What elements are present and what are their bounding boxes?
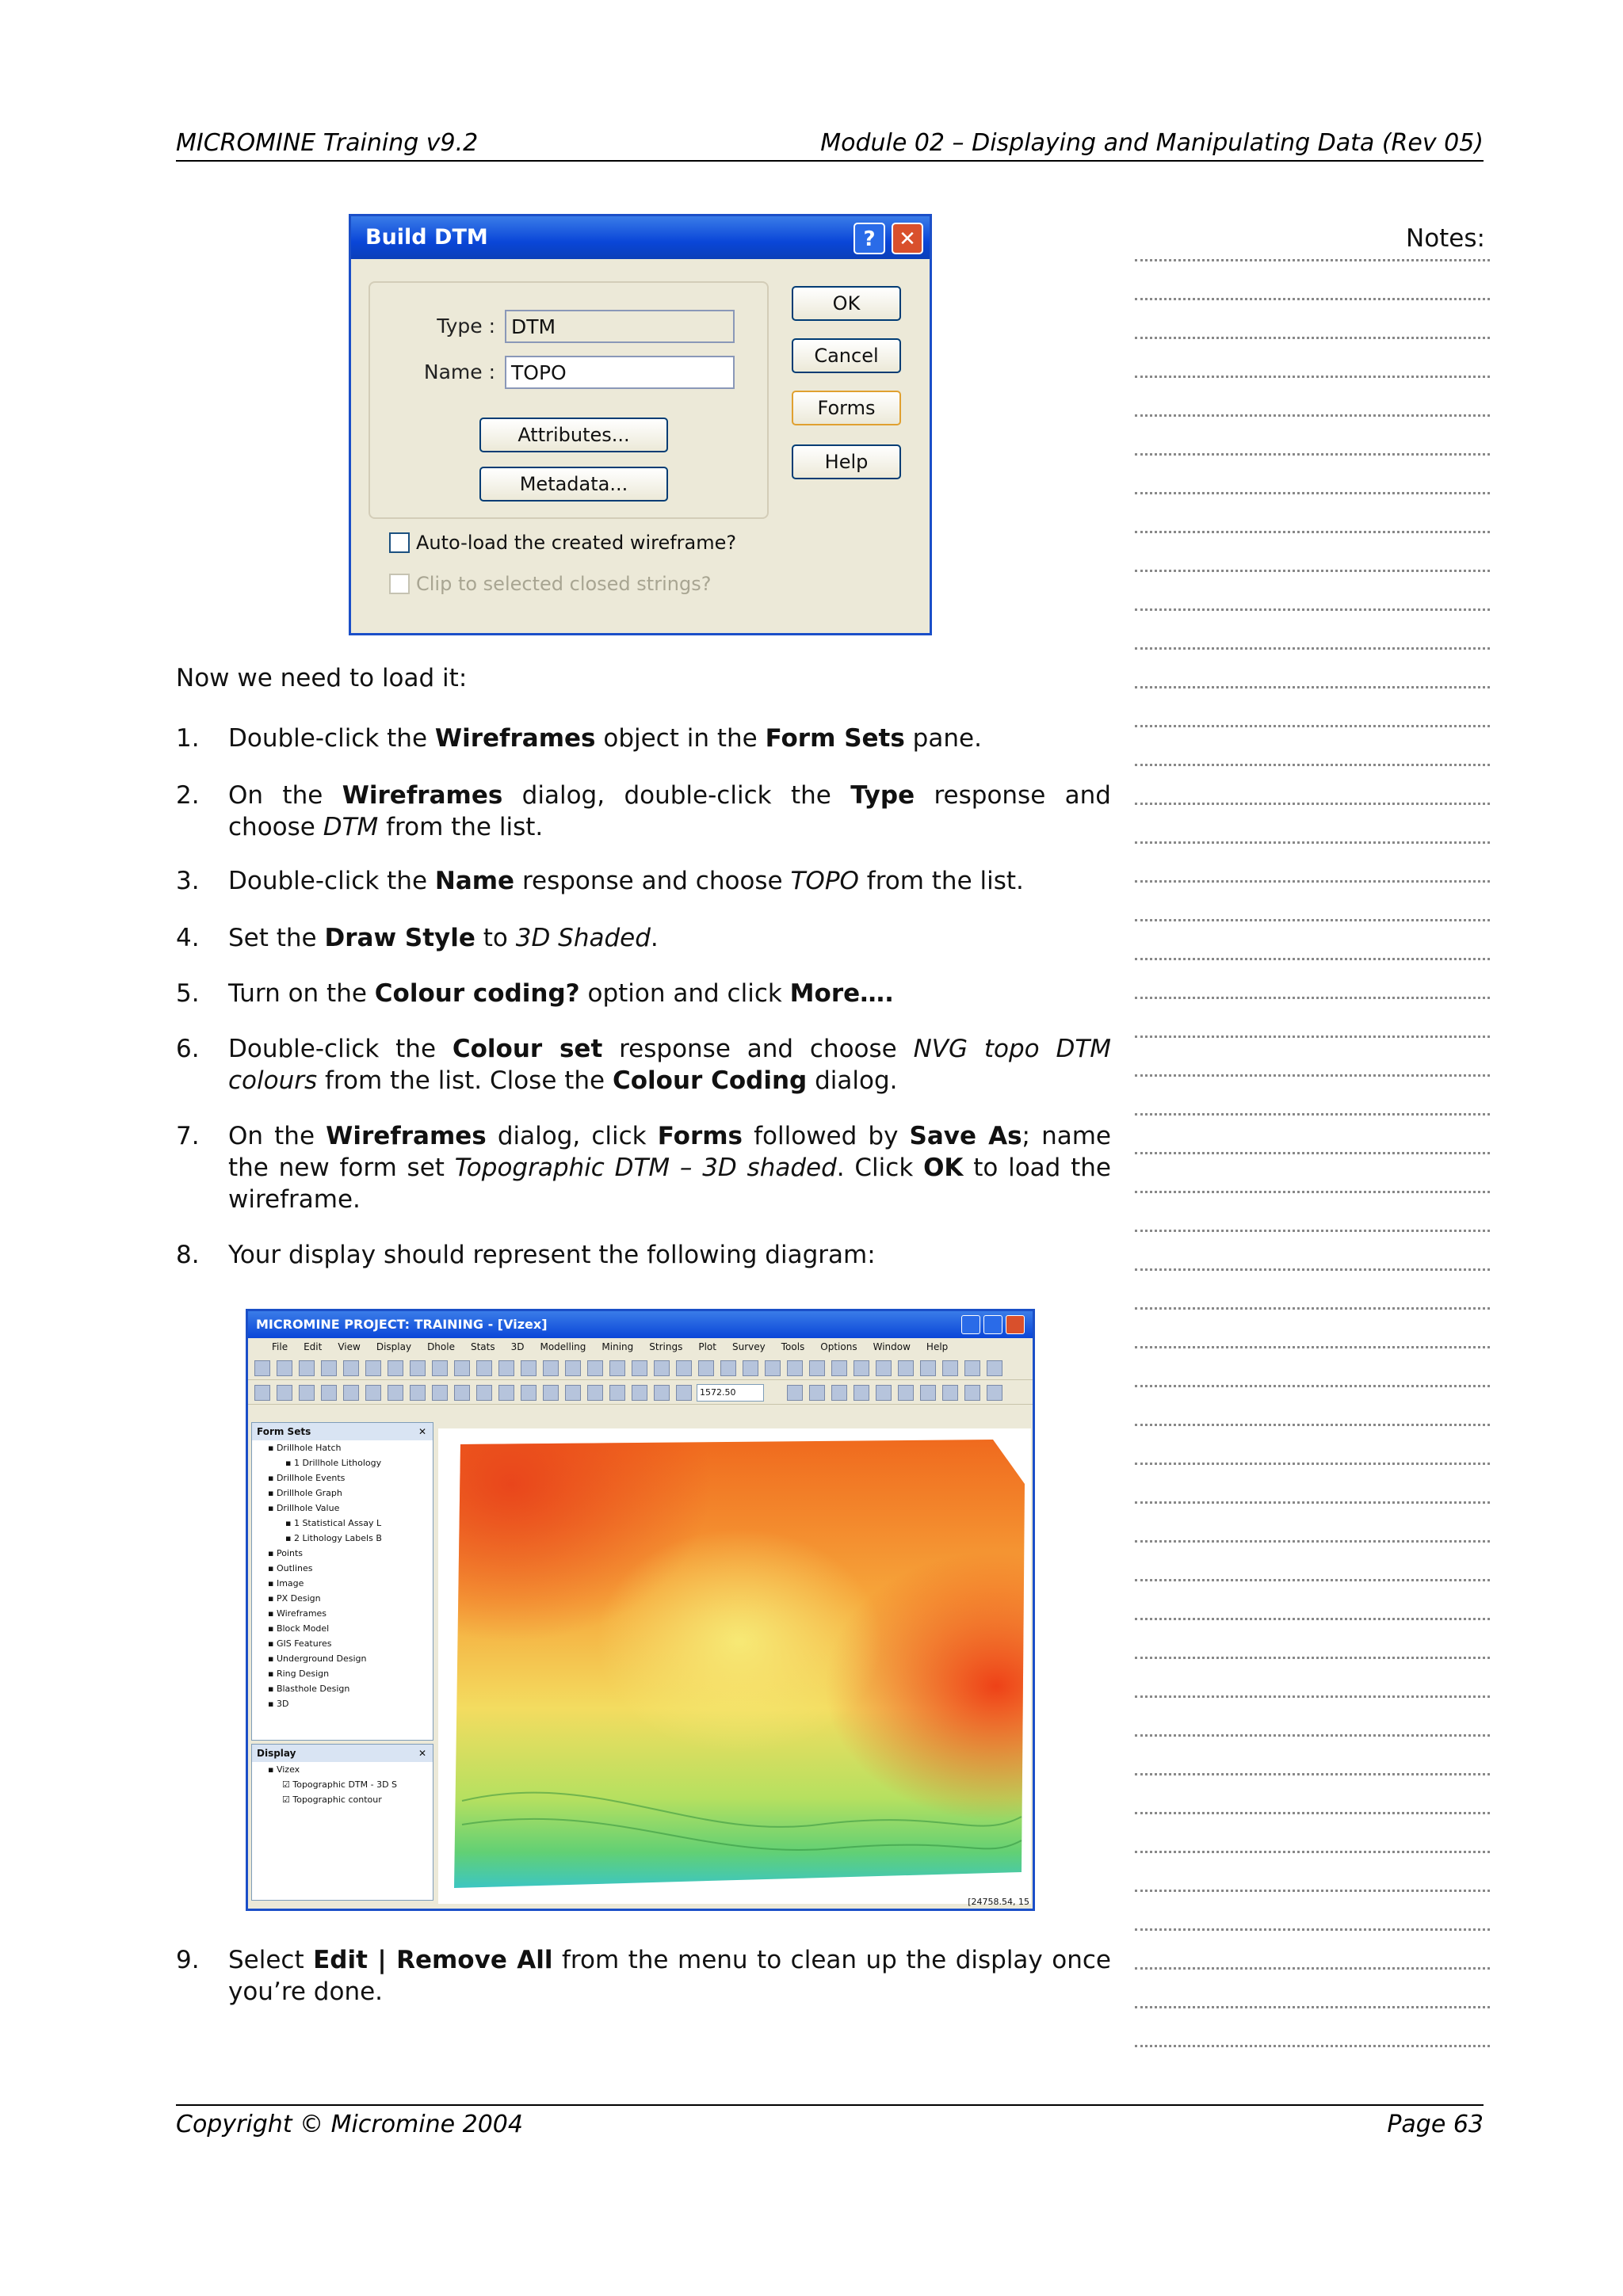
step-text-run: ; name the new form set bbox=[228, 1122, 1111, 1182]
tree-item[interactable]: ▪ 2 Lithology Labels B bbox=[285, 1533, 382, 1543]
bold-term: Colour coding? bbox=[374, 979, 580, 1008]
toolbar-button-icon[interactable] bbox=[321, 1385, 337, 1401]
notes-label: Notes: bbox=[1406, 224, 1485, 253]
step-text bbox=[228, 1944, 1111, 2008]
step-item bbox=[176, 780, 1111, 843]
bold-term: OK bbox=[923, 1154, 964, 1182]
bold-term: Type bbox=[850, 781, 915, 810]
step-text bbox=[228, 780, 1111, 843]
tree-item[interactable]: ▪ Points bbox=[268, 1548, 303, 1558]
notes-line bbox=[1135, 1695, 1490, 1698]
step-text-run: Double-click the bbox=[228, 1035, 453, 1063]
toolbar-button-icon[interactable] bbox=[698, 1360, 714, 1376]
step-text-run: Set the bbox=[228, 924, 325, 952]
step-text bbox=[228, 723, 1111, 754]
tree-item[interactable]: ▪ PX Design bbox=[268, 1593, 321, 1604]
toolbar-button-icon[interactable] bbox=[609, 1360, 625, 1376]
toolbar-button-icon[interactable] bbox=[565, 1360, 581, 1376]
step-text-run: Your display should represent the following diagram: bbox=[228, 1241, 876, 1269]
notes-line bbox=[1135, 841, 1490, 844]
notes-line bbox=[1135, 337, 1490, 339]
step-text-run: followed by bbox=[743, 1122, 910, 1150]
menu-item[interactable]: File bbox=[272, 1341, 288, 1352]
bold-term: Edit | Remove All bbox=[313, 1946, 553, 1974]
notes-line bbox=[1135, 1540, 1490, 1543]
toolbar-button-icon[interactable] bbox=[410, 1385, 426, 1401]
dtm-viewport[interactable] bbox=[438, 1428, 1031, 1904]
step-text-run: from the list. bbox=[858, 867, 1024, 895]
notes-line bbox=[1135, 376, 1490, 378]
intro-text: Now we need to load it: bbox=[176, 664, 468, 692]
toolbar-button-icon[interactable] bbox=[987, 1385, 1002, 1401]
notes-line bbox=[1135, 1424, 1490, 1426]
form-sets-pane bbox=[251, 1422, 433, 1741]
toolbar-button-icon[interactable] bbox=[765, 1360, 781, 1376]
toolbar-1 bbox=[248, 1356, 1033, 1380]
step-text-run: dialog. bbox=[807, 1066, 898, 1095]
bold-term: Colour set bbox=[452, 1035, 603, 1063]
notes-line bbox=[1135, 803, 1490, 805]
step-text bbox=[228, 922, 1111, 954]
notes-line bbox=[1135, 997, 1490, 999]
step-text-run: from the list. Close the bbox=[317, 1066, 613, 1095]
toolbar-button-icon[interactable] bbox=[543, 1360, 559, 1376]
micromine-screenshot bbox=[246, 1309, 1035, 1911]
notes-line bbox=[1135, 570, 1490, 572]
header-right: Module 02 – Displaying and Manipulating Data (Rev 05) bbox=[820, 129, 1484, 157]
step-text bbox=[228, 1033, 1111, 1097]
display-item[interactable]: ☑ Topographic contour bbox=[282, 1794, 382, 1805]
tree-item[interactable]: ▪ Blasthole Design bbox=[268, 1684, 350, 1694]
build-dtm-dialog bbox=[349, 214, 932, 635]
tree-item[interactable]: ▪ Image bbox=[268, 1578, 304, 1589]
close-icon[interactable]: ✕ bbox=[892, 223, 923, 254]
menu-item[interactable]: Modelling bbox=[540, 1341, 586, 1352]
notes-line bbox=[1135, 1307, 1490, 1310]
step-text-run: object in the bbox=[595, 724, 766, 753]
toolbar-button-icon[interactable] bbox=[565, 1385, 581, 1401]
menu-item[interactable]: Mining bbox=[601, 1341, 634, 1352]
step-text bbox=[228, 978, 1111, 1009]
step-number: 7. bbox=[176, 1122, 200, 1150]
toolbar-button-icon[interactable] bbox=[254, 1360, 270, 1376]
toolbar-button-icon[interactable] bbox=[365, 1385, 381, 1401]
dialog-group-box bbox=[369, 281, 769, 519]
step-text-run: option and click bbox=[579, 979, 790, 1008]
form-sets-tree bbox=[252, 1440, 433, 1711]
notes-line bbox=[1135, 686, 1490, 688]
footer-right: Page 63 bbox=[1387, 2111, 1484, 2138]
toolbar-button-icon[interactable] bbox=[277, 1385, 292, 1401]
toolbar-button-icon[interactable] bbox=[654, 1360, 670, 1376]
step-item bbox=[176, 1944, 1111, 2008]
display-item[interactable]: ☑ Topographic DTM - 3D S bbox=[282, 1779, 398, 1790]
italic-term: TOPO bbox=[790, 867, 859, 895]
toolbar-button-icon[interactable] bbox=[299, 1385, 315, 1401]
notes-line bbox=[1135, 1113, 1490, 1116]
toolbar-button-icon[interactable] bbox=[343, 1360, 359, 1376]
bold-term: More…. bbox=[789, 979, 894, 1008]
step-number: 4. bbox=[176, 924, 200, 952]
coordinate-readout: [24758.54, 15 bbox=[968, 1897, 1029, 1907]
step-text-run: dialog, click bbox=[486, 1122, 658, 1150]
toolbar-button-icon[interactable] bbox=[987, 1360, 1002, 1376]
tree-item[interactable]: ▪ Drillhole Value bbox=[268, 1503, 340, 1513]
dialog-title: Build DTM bbox=[365, 225, 488, 250]
toolbar-2 bbox=[248, 1380, 1033, 1405]
italic-term: 3D Shaded bbox=[515, 924, 651, 952]
header-left: MICROMINE Training v9.2 bbox=[176, 129, 479, 157]
close-icon[interactable] bbox=[1006, 1315, 1025, 1334]
toolbar-button-icon[interactable] bbox=[454, 1360, 470, 1376]
autoload-label: Auto-load the created wireframe? bbox=[416, 532, 737, 554]
step-number: 3. bbox=[176, 867, 200, 895]
menu-item[interactable]: Tools bbox=[781, 1341, 805, 1352]
toolbar-button-icon[interactable] bbox=[454, 1385, 470, 1401]
toolbar-button-icon[interactable] bbox=[898, 1360, 914, 1376]
type-field[interactable]: DTM bbox=[505, 310, 735, 343]
toolbar-button-icon[interactable] bbox=[743, 1360, 758, 1376]
toolbar-button-icon[interactable] bbox=[854, 1360, 869, 1376]
notes-line bbox=[1135, 298, 1490, 300]
menu-item[interactable]: Options bbox=[820, 1341, 857, 1352]
toolbar-button-icon[interactable] bbox=[609, 1385, 625, 1401]
notes-line bbox=[1135, 880, 1490, 883]
bold-term: Colour Coding bbox=[613, 1066, 808, 1095]
toolbar-button-icon[interactable] bbox=[831, 1385, 847, 1401]
menu-item[interactable]: Stats bbox=[470, 1341, 495, 1352]
toolbar-button-icon[interactable] bbox=[898, 1385, 914, 1401]
dtm-shaded-surface bbox=[438, 1428, 1031, 1904]
notes-line bbox=[1135, 1618, 1490, 1620]
menu-item[interactable]: Help bbox=[926, 1341, 949, 1352]
bold-term: Draw Style bbox=[324, 924, 475, 952]
bold-term: Forms bbox=[657, 1122, 743, 1150]
name-label: Name : bbox=[423, 360, 495, 383]
step-item bbox=[176, 1239, 1111, 1271]
toolbar-button-icon[interactable] bbox=[587, 1360, 603, 1376]
toolbar-button-icon[interactable] bbox=[632, 1360, 647, 1376]
tree-item[interactable]: ▪ Outlines bbox=[268, 1563, 313, 1573]
forms-button[interactable]: Forms bbox=[792, 391, 901, 425]
step-text bbox=[228, 1239, 1111, 1271]
step-text-run: Double-click the bbox=[228, 867, 435, 895]
notes-line bbox=[1135, 1812, 1490, 1814]
toolbar-button-icon[interactable] bbox=[498, 1360, 514, 1376]
notes-line bbox=[1135, 919, 1490, 921]
tree-item[interactable]: ▪ 1 Drillhole Lithology bbox=[285, 1458, 382, 1468]
notes-line bbox=[1135, 1385, 1490, 1387]
step-text-run: On the bbox=[228, 781, 342, 810]
notes-line bbox=[1135, 1463, 1490, 1465]
tree-item[interactable]: ▪ Drillhole Hatch bbox=[268, 1443, 342, 1453]
step-text-run: On the bbox=[228, 1122, 327, 1150]
step-text bbox=[228, 865, 1111, 897]
menu-item[interactable]: Plot bbox=[698, 1341, 716, 1352]
toolbar-button-icon[interactable] bbox=[831, 1360, 847, 1376]
maximize-icon[interactable] bbox=[983, 1315, 1002, 1334]
attributes-button[interactable]: Attributes... bbox=[479, 418, 668, 452]
notes-line bbox=[1135, 1501, 1490, 1504]
tree-item[interactable]: ▪ Wireframes bbox=[268, 1608, 327, 1619]
pane-close-icon[interactable]: ✕ bbox=[418, 1748, 426, 1759]
app-title-bar bbox=[248, 1311, 1033, 1338]
tree-item[interactable]: ▪ GIS Features bbox=[268, 1638, 332, 1649]
metadata-button[interactable]: Metadata... bbox=[479, 467, 668, 502]
toolbar-button-icon[interactable] bbox=[942, 1360, 958, 1376]
notes-line bbox=[1135, 1230, 1490, 1232]
step-text-run: Turn on the bbox=[228, 979, 375, 1008]
step-number: 5. bbox=[176, 979, 200, 1008]
step-text-run: from the menu to clean up the display once you’re done. bbox=[228, 1946, 1111, 2006]
toolbar-button-icon[interactable] bbox=[388, 1360, 403, 1376]
toolbar-button-icon[interactable] bbox=[920, 1385, 936, 1401]
notes-line bbox=[1135, 958, 1490, 960]
italic-term: DTM bbox=[323, 813, 379, 841]
step-item bbox=[176, 1033, 1111, 1097]
toolbar-button-icon[interactable] bbox=[720, 1360, 736, 1376]
menu-item[interactable]: Strings bbox=[649, 1341, 683, 1352]
help-button[interactable]: Help bbox=[792, 444, 901, 479]
ok-button[interactable]: OK bbox=[792, 286, 901, 321]
app-title: MICROMINE PROJECT: TRAINING - [Vizex] bbox=[256, 1317, 548, 1332]
notes-line bbox=[1135, 1268, 1490, 1271]
notes-line bbox=[1135, 259, 1490, 261]
toolbar-button-icon[interactable] bbox=[277, 1360, 292, 1376]
step-item bbox=[176, 978, 1111, 1009]
toolbar-button-icon[interactable] bbox=[676, 1385, 692, 1401]
toolbar-button-icon[interactable] bbox=[876, 1385, 892, 1401]
notes-line bbox=[1135, 1734, 1490, 1737]
toolbar-button-icon[interactable] bbox=[587, 1385, 603, 1401]
toolbar-button-icon[interactable] bbox=[942, 1385, 958, 1401]
menu-item[interactable]: View bbox=[338, 1341, 361, 1352]
page-header bbox=[176, 129, 1484, 162]
display-header bbox=[252, 1745, 433, 1762]
toolbar-button-icon[interactable] bbox=[964, 1360, 980, 1376]
notes-line bbox=[1135, 1579, 1490, 1581]
bold-term: Wireframes bbox=[342, 781, 503, 810]
footer-left: Copyright © Micromine 2004 bbox=[176, 2111, 523, 2138]
menu-item[interactable]: Display bbox=[376, 1341, 412, 1352]
notes-line bbox=[1135, 1773, 1490, 1775]
scale-input[interactable]: 1572.50 bbox=[697, 1384, 764, 1402]
menu-item[interactable]: Window bbox=[873, 1341, 911, 1352]
tree-item[interactable]: ▪ Drillhole Events bbox=[268, 1473, 346, 1483]
toolbar-button-icon[interactable] bbox=[632, 1385, 647, 1401]
toolbar-button-icon[interactable] bbox=[321, 1360, 337, 1376]
checkbox-box bbox=[389, 574, 410, 594]
toolbar-button-icon[interactable] bbox=[410, 1360, 426, 1376]
cancel-button[interactable]: Cancel bbox=[792, 338, 901, 373]
tree-item[interactable]: ▪ 1 Statistical Assay L bbox=[285, 1518, 382, 1528]
menu-item[interactable]: Dhole bbox=[427, 1341, 455, 1352]
notes-line bbox=[1135, 1851, 1490, 1853]
menu-item[interactable]: Survey bbox=[731, 1341, 766, 1352]
menu-item[interactable]: Edit bbox=[304, 1341, 323, 1352]
notes-line bbox=[1135, 1967, 1490, 1970]
step-item bbox=[176, 1120, 1111, 1215]
display-title: Display bbox=[257, 1748, 296, 1759]
step-text-run: . Click bbox=[836, 1154, 924, 1182]
minimize-icon[interactable] bbox=[961, 1315, 980, 1334]
step-item bbox=[176, 723, 1111, 754]
toolbar-button-icon[interactable] bbox=[476, 1385, 492, 1401]
step-text-run: dialog, double-click the bbox=[502, 781, 851, 810]
step-text bbox=[228, 1120, 1111, 1215]
tree-item[interactable]: ▪ Ring Design bbox=[268, 1669, 330, 1679]
step-text-run: Double-click the bbox=[228, 724, 435, 753]
notes-line bbox=[1135, 1035, 1490, 1038]
form-sets-title: Form Sets bbox=[257, 1426, 311, 1437]
name-field[interactable]: TOPO bbox=[505, 356, 735, 389]
toolbar-button-icon[interactable] bbox=[521, 1360, 537, 1376]
page-footer bbox=[176, 2104, 1484, 2138]
step-text-run: pane. bbox=[904, 724, 982, 753]
toolbar-button-icon[interactable] bbox=[432, 1360, 448, 1376]
tree-item[interactable]: ▪ 3D bbox=[268, 1699, 289, 1709]
toolbar-button-icon[interactable] bbox=[876, 1360, 892, 1376]
notes-line bbox=[1135, 2006, 1490, 2008]
help-icon[interactable]: ? bbox=[854, 223, 885, 254]
italic-term: NVG topo DTM colours bbox=[228, 1035, 1112, 1095]
pane-close-icon[interactable]: ✕ bbox=[418, 1426, 426, 1437]
toolbar-button-icon[interactable] bbox=[498, 1385, 514, 1401]
toolbar-button-icon[interactable] bbox=[388, 1385, 403, 1401]
step-text-run: from the list. bbox=[378, 813, 544, 841]
notes-line bbox=[1135, 1074, 1490, 1077]
notes-line bbox=[1135, 764, 1490, 766]
toolbar-button-icon[interactable] bbox=[299, 1360, 315, 1376]
bold-term: Name bbox=[434, 867, 515, 895]
step-item bbox=[176, 922, 1111, 954]
notes-line bbox=[1135, 492, 1490, 494]
bold-term: Save As bbox=[909, 1122, 1022, 1150]
toolbar-button-icon[interactable] bbox=[787, 1385, 803, 1401]
toolbar-button-icon[interactable] bbox=[543, 1385, 559, 1401]
toolbar-button-icon[interactable] bbox=[254, 1385, 270, 1401]
autoload-checkbox[interactable] bbox=[389, 532, 736, 554]
notes-line bbox=[1135, 531, 1490, 533]
notes-line bbox=[1135, 1346, 1490, 1348]
clip-label: Clip to selected closed strings? bbox=[416, 573, 712, 595]
type-label: Type : bbox=[437, 315, 495, 338]
toolbar-button-icon[interactable] bbox=[521, 1385, 537, 1401]
tree-item[interactable]: ▪ Underground Design bbox=[268, 1653, 367, 1664]
step-text-run: to load the wireframe. bbox=[228, 1154, 1112, 1214]
clip-checkbox bbox=[389, 573, 711, 595]
toolbar-button-icon[interactable] bbox=[343, 1385, 359, 1401]
italic-term: Topographic DTM – 3D shaded bbox=[454, 1154, 837, 1182]
notes-line bbox=[1135, 453, 1490, 456]
toolbar-button-icon[interactable] bbox=[476, 1360, 492, 1376]
form-sets-header bbox=[252, 1423, 433, 1440]
step-text-run: . bbox=[650, 924, 659, 952]
notes-line bbox=[1135, 608, 1490, 611]
step-number: 6. bbox=[176, 1035, 200, 1063]
toolbar-button-icon[interactable] bbox=[676, 1360, 692, 1376]
notes-line bbox=[1135, 1928, 1490, 1931]
bold-term: Form Sets bbox=[765, 724, 905, 753]
notes-line bbox=[1135, 725, 1490, 727]
notes-line bbox=[1135, 647, 1490, 650]
display-tree bbox=[252, 1762, 433, 1807]
bold-term: Wireframes bbox=[326, 1122, 487, 1150]
toolbar-button-icon[interactable] bbox=[854, 1385, 869, 1401]
toolbar-button-icon[interactable] bbox=[432, 1385, 448, 1401]
dialog-title-bar bbox=[351, 216, 930, 259]
notes-line bbox=[1135, 1890, 1490, 1892]
checkbox-box[interactable] bbox=[389, 532, 410, 553]
toolbar-button-icon[interactable] bbox=[654, 1385, 670, 1401]
toolbar-button-icon[interactable] bbox=[809, 1360, 825, 1376]
notes-line bbox=[1135, 1191, 1490, 1193]
tree-item[interactable]: ▪ Drillhole Graph bbox=[268, 1488, 342, 1498]
step-text-run: response and choose bbox=[514, 867, 791, 895]
notes-line bbox=[1135, 1657, 1490, 1659]
step-number: 1. bbox=[176, 724, 200, 753]
display-item[interactable]: ▪ Vizex bbox=[268, 1764, 300, 1775]
step-number: 9. bbox=[176, 1946, 200, 1974]
notes-line bbox=[1135, 2045, 1490, 2047]
notes-line bbox=[1135, 1152, 1490, 1154]
notes-line bbox=[1135, 414, 1490, 417]
step-number: 8. bbox=[176, 1241, 200, 1269]
toolbar-button-icon[interactable] bbox=[809, 1385, 825, 1401]
menu-item[interactable]: 3D bbox=[510, 1341, 525, 1352]
app-menu-bar bbox=[248, 1338, 1033, 1356]
display-pane bbox=[251, 1744, 433, 1901]
toolbar-button-icon[interactable] bbox=[787, 1360, 803, 1376]
tree-item[interactable]: ▪ Block Model bbox=[268, 1623, 330, 1634]
step-item bbox=[176, 865, 1111, 897]
bold-term: Wireframes bbox=[434, 724, 596, 753]
toolbar-button-icon[interactable] bbox=[920, 1360, 936, 1376]
step-number: 2. bbox=[176, 781, 200, 810]
step-text-run: Select bbox=[228, 1946, 314, 1974]
toolbar-button-icon[interactable] bbox=[964, 1385, 980, 1401]
toolbar-button-icon[interactable] bbox=[365, 1360, 381, 1376]
step-text-run: to bbox=[475, 924, 516, 952]
step-text-run: response and choose bbox=[228, 781, 1111, 841]
step-text-run: response and choose bbox=[602, 1035, 914, 1063]
